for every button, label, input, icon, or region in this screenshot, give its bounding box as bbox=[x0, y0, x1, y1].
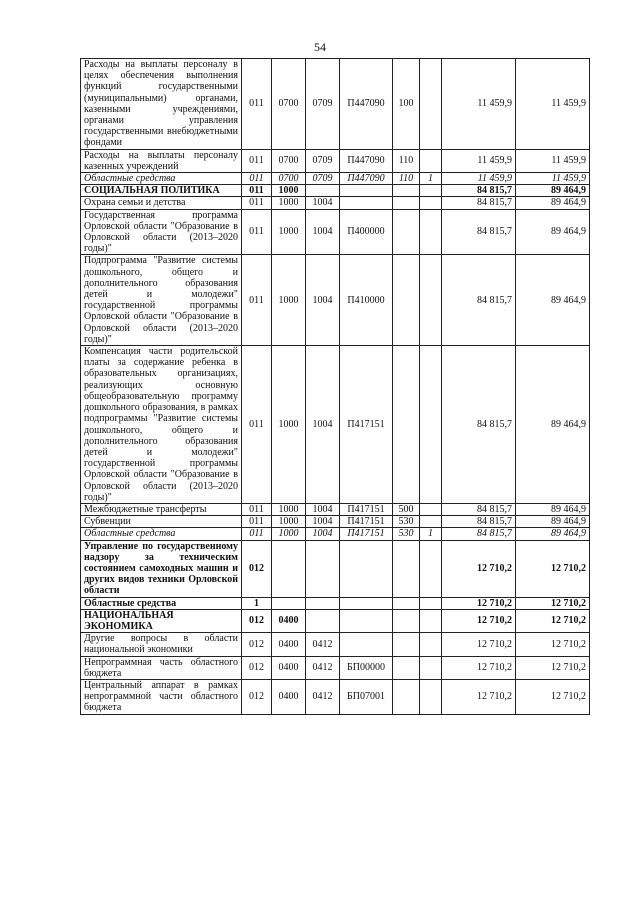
ministry-code-cell: 011 bbox=[242, 516, 272, 528]
funding-source-cell bbox=[420, 597, 442, 609]
target-article-cell: П410000 bbox=[340, 255, 393, 346]
amount-year1-cell: 84 815,7 bbox=[442, 503, 516, 515]
subsection-code-cell: 0709 bbox=[306, 173, 340, 185]
amount-year1-cell: 84 815,7 bbox=[442, 255, 516, 346]
expense-type-cell: 110 bbox=[393, 173, 420, 185]
section-code-cell: 1000 bbox=[272, 255, 306, 346]
amount-year1-cell: 84 815,7 bbox=[442, 209, 516, 255]
section-code-cell: 0400 bbox=[272, 609, 306, 632]
amount-year2-cell: 12 710,2 bbox=[516, 656, 590, 679]
funding-source-cell bbox=[420, 149, 442, 172]
row-name-cell: Областные средства bbox=[81, 528, 242, 540]
section-code-cell: 0700 bbox=[272, 59, 306, 150]
target-article-cell bbox=[340, 609, 393, 632]
ministry-code-cell: 012 bbox=[242, 679, 272, 714]
row-name-cell: Расходы на выплаты персоналу в целях обеспечения выполнения функций государственными (муниципальными) органами, казенными учреждениями, органами управления государственными внебюджетными фондами bbox=[81, 59, 242, 150]
section-code-cell: 1000 bbox=[272, 185, 306, 197]
table-row bbox=[81, 679, 590, 714]
page-number: 54 bbox=[314, 40, 326, 54]
expense-type-cell bbox=[393, 597, 420, 609]
funding-source-cell: 1 bbox=[420, 173, 442, 185]
subsection-code-cell bbox=[306, 609, 340, 632]
amount-year1-cell: 12 710,2 bbox=[442, 633, 516, 656]
section-code-cell bbox=[272, 540, 306, 597]
row-name-cell: Центральный аппарат в рамках непрограммной части областного бюджета bbox=[81, 679, 242, 714]
table-row bbox=[81, 255, 590, 346]
subsection-code-cell: 0412 bbox=[306, 679, 340, 714]
amount-year2-cell: 89 464,9 bbox=[516, 503, 590, 515]
expense-type-cell bbox=[393, 346, 420, 504]
expense-type-cell: 110 bbox=[393, 149, 420, 172]
funding-source-cell bbox=[420, 679, 442, 714]
table-row bbox=[81, 540, 590, 597]
amount-year1-cell: 12 710,2 bbox=[442, 609, 516, 632]
amount-year1-cell: 84 815,7 bbox=[442, 185, 516, 197]
amount-year2-cell: 11 459,9 bbox=[516, 173, 590, 185]
ministry-code-cell: 012 bbox=[242, 609, 272, 632]
expense-type-cell: 500 bbox=[393, 503, 420, 515]
subsection-code-cell: 1004 bbox=[306, 516, 340, 528]
amount-year1-cell: 12 710,2 bbox=[442, 540, 516, 597]
subsection-code-cell: 1004 bbox=[306, 197, 340, 209]
ministry-code-cell: 011 bbox=[242, 346, 272, 504]
table-row bbox=[81, 197, 590, 209]
amount-year2-cell: 89 464,9 bbox=[516, 197, 590, 209]
amount-year2-cell: 12 710,2 bbox=[516, 597, 590, 609]
ministry-code-cell: 011 bbox=[242, 255, 272, 346]
table-row bbox=[81, 149, 590, 172]
amount-year1-cell: 12 710,2 bbox=[442, 656, 516, 679]
row-name-cell: СОЦИАЛЬНАЯ ПОЛИТИКА bbox=[81, 185, 242, 197]
expense-type-cell bbox=[393, 656, 420, 679]
funding-source-cell bbox=[420, 197, 442, 209]
section-code-cell bbox=[272, 597, 306, 609]
subsection-code-cell: 1004 bbox=[306, 503, 340, 515]
amount-year2-cell: 11 459,9 bbox=[516, 149, 590, 172]
amount-year2-cell: 89 464,9 bbox=[516, 209, 590, 255]
expense-type-cell bbox=[393, 633, 420, 656]
target-article-cell: БП07001 bbox=[340, 679, 393, 714]
expense-type-cell bbox=[393, 197, 420, 209]
amount-year1-cell: 11 459,9 bbox=[442, 59, 516, 150]
table-row bbox=[81, 633, 590, 656]
expense-type-cell bbox=[393, 185, 420, 197]
row-name-cell: Межбюджетные трансферты bbox=[81, 503, 242, 515]
ministry-code-cell: 012 bbox=[242, 656, 272, 679]
subsection-code-cell: 1004 bbox=[306, 209, 340, 255]
ministry-code-cell: 012 bbox=[242, 540, 272, 597]
row-name-cell: Областные средства bbox=[81, 173, 242, 185]
ministry-code-cell: 012 bbox=[242, 633, 272, 656]
funding-source-cell bbox=[420, 540, 442, 597]
funding-source-cell bbox=[420, 185, 442, 197]
funding-source-cell bbox=[420, 346, 442, 504]
row-name-cell: Управление по государственному надзору за техническим состоянием самоходных машин и других видов техники Орловской области bbox=[81, 540, 242, 597]
amount-year1-cell: 84 815,7 bbox=[442, 346, 516, 504]
table-row bbox=[81, 59, 590, 150]
section-code-cell: 0400 bbox=[272, 679, 306, 714]
ministry-code-cell: 011 bbox=[242, 528, 272, 540]
target-article-cell: П400000 bbox=[340, 209, 393, 255]
target-article-cell bbox=[340, 197, 393, 209]
table-row bbox=[81, 528, 590, 540]
expense-type-cell bbox=[393, 255, 420, 346]
subsection-code-cell bbox=[306, 597, 340, 609]
amount-year1-cell: 12 710,2 bbox=[442, 597, 516, 609]
expense-type-cell: 100 bbox=[393, 59, 420, 150]
funding-source-cell bbox=[420, 59, 442, 150]
subsection-code-cell bbox=[306, 185, 340, 197]
ministry-code-cell: 011 bbox=[242, 197, 272, 209]
expense-type-cell: 530 bbox=[393, 516, 420, 528]
budget-table bbox=[80, 58, 590, 715]
amount-year1-cell: 84 815,7 bbox=[442, 197, 516, 209]
subsection-code-cell bbox=[306, 540, 340, 597]
target-article-cell: П447090 bbox=[340, 149, 393, 172]
section-code-cell: 1000 bbox=[272, 528, 306, 540]
funding-source-cell bbox=[420, 656, 442, 679]
table-row bbox=[81, 597, 590, 609]
section-code-cell: 1000 bbox=[272, 346, 306, 504]
ministry-code-cell: 011 bbox=[242, 503, 272, 515]
section-code-cell: 1000 bbox=[272, 209, 306, 255]
funding-source-cell bbox=[420, 209, 442, 255]
amount-year1-cell: 11 459,9 bbox=[442, 149, 516, 172]
row-name-cell: Государственная программа Орловской области "Образование в Орловской области (2013–2020 годы)" bbox=[81, 209, 242, 255]
amount-year2-cell: 89 464,9 bbox=[516, 255, 590, 346]
amount-year2-cell: 12 710,2 bbox=[516, 633, 590, 656]
ministry-code-cell: 011 bbox=[242, 209, 272, 255]
row-name-cell: Компенсация части родительской платы за содержание ребенка в образовательных организациях, реализующих основную общеобразовательную программу дошкольного образования, в рамках подпрограммы "Развитие системы дошкольного, общего и дополнительного образования детей и молодежи" государственной программы Орловской области "Образование в Орловской области (2013–2020 годы)" bbox=[81, 346, 242, 504]
amount-year1-cell: 84 815,7 bbox=[442, 516, 516, 528]
amount-year2-cell: 89 464,9 bbox=[516, 346, 590, 504]
funding-source-cell: 1 bbox=[420, 528, 442, 540]
target-article-cell: П417151 bbox=[340, 516, 393, 528]
target-article-cell bbox=[340, 597, 393, 609]
target-article-cell bbox=[340, 185, 393, 197]
table-row bbox=[81, 173, 590, 185]
amount-year2-cell: 12 710,2 bbox=[516, 609, 590, 632]
row-name-cell: Субвенции bbox=[81, 516, 242, 528]
subsection-code-cell: 1004 bbox=[306, 255, 340, 346]
section-code-cell: 1000 bbox=[272, 503, 306, 515]
row-name-cell: НАЦИОНАЛЬНАЯ ЭКОНОМИКА bbox=[81, 609, 242, 632]
amount-year2-cell: 12 710,2 bbox=[516, 540, 590, 597]
ministry-code-cell: 011 bbox=[242, 173, 272, 185]
target-article-cell bbox=[340, 540, 393, 597]
target-article-cell: П417151 bbox=[340, 346, 393, 504]
target-article-cell: П417151 bbox=[340, 528, 393, 540]
table-row bbox=[81, 503, 590, 515]
target-article-cell: П447090 bbox=[340, 59, 393, 150]
section-code-cell: 0700 bbox=[272, 149, 306, 172]
funding-source-cell bbox=[420, 633, 442, 656]
table-row bbox=[81, 516, 590, 528]
subsection-code-cell: 0709 bbox=[306, 59, 340, 150]
funding-source-cell bbox=[420, 516, 442, 528]
target-article-cell: П417151 bbox=[340, 503, 393, 515]
funding-source-cell bbox=[420, 609, 442, 632]
row-name-cell: Расходы на выплаты персоналу казенных учреждений bbox=[81, 149, 242, 172]
row-name-cell: Другие вопросы в области национальной экономики bbox=[81, 633, 242, 656]
table-row bbox=[81, 346, 590, 504]
section-code-cell: 0400 bbox=[272, 633, 306, 656]
target-article-cell: БП00000 bbox=[340, 656, 393, 679]
amount-year2-cell: 89 464,9 bbox=[516, 528, 590, 540]
target-article-cell bbox=[340, 633, 393, 656]
subsection-code-cell: 1004 bbox=[306, 346, 340, 504]
row-name-cell: Областные средства bbox=[81, 597, 242, 609]
amount-year2-cell: 89 464,9 bbox=[516, 185, 590, 197]
row-name-cell: Непрограммная часть областного бюджета bbox=[81, 656, 242, 679]
amount-year1-cell: 12 710,2 bbox=[442, 679, 516, 714]
table-row bbox=[81, 656, 590, 679]
expense-type-cell bbox=[393, 679, 420, 714]
ministry-code-cell: 011 bbox=[242, 59, 272, 150]
expense-type-cell bbox=[393, 609, 420, 632]
table-row bbox=[81, 209, 590, 255]
section-code-cell: 1000 bbox=[272, 516, 306, 528]
expense-type-cell: 530 bbox=[393, 528, 420, 540]
amount-year2-cell: 12 710,2 bbox=[516, 679, 590, 714]
expense-type-cell bbox=[393, 540, 420, 597]
amount-year1-cell: 11 459,9 bbox=[442, 173, 516, 185]
funding-source-cell bbox=[420, 503, 442, 515]
ministry-code-cell: 011 bbox=[242, 149, 272, 172]
amount-year1-cell: 84 815,7 bbox=[442, 528, 516, 540]
row-name-cell: Подпрограмма "Развитие системы дошкольного, общего и дополнительного образования детей и молодежи" государственной программы Орловской области "Образование в Орловской области (2013–2020 годы)" bbox=[81, 255, 242, 346]
funding-source-cell bbox=[420, 255, 442, 346]
subsection-code-cell: 1004 bbox=[306, 528, 340, 540]
amount-year2-cell: 89 464,9 bbox=[516, 516, 590, 528]
table-row bbox=[81, 609, 590, 632]
section-code-cell: 1000 bbox=[272, 197, 306, 209]
ministry-code-cell: 1 bbox=[242, 597, 272, 609]
ministry-code-cell: 011 bbox=[242, 185, 272, 197]
table-row bbox=[81, 185, 590, 197]
subsection-code-cell: 0412 bbox=[306, 633, 340, 656]
section-code-cell: 0700 bbox=[272, 173, 306, 185]
target-article-cell: П447090 bbox=[340, 173, 393, 185]
subsection-code-cell: 0412 bbox=[306, 656, 340, 679]
row-name-cell: Охрана семьи и детства bbox=[81, 197, 242, 209]
section-code-cell: 0400 bbox=[272, 656, 306, 679]
amount-year2-cell: 11 459,9 bbox=[516, 59, 590, 150]
subsection-code-cell: 0709 bbox=[306, 149, 340, 172]
expense-type-cell bbox=[393, 209, 420, 255]
